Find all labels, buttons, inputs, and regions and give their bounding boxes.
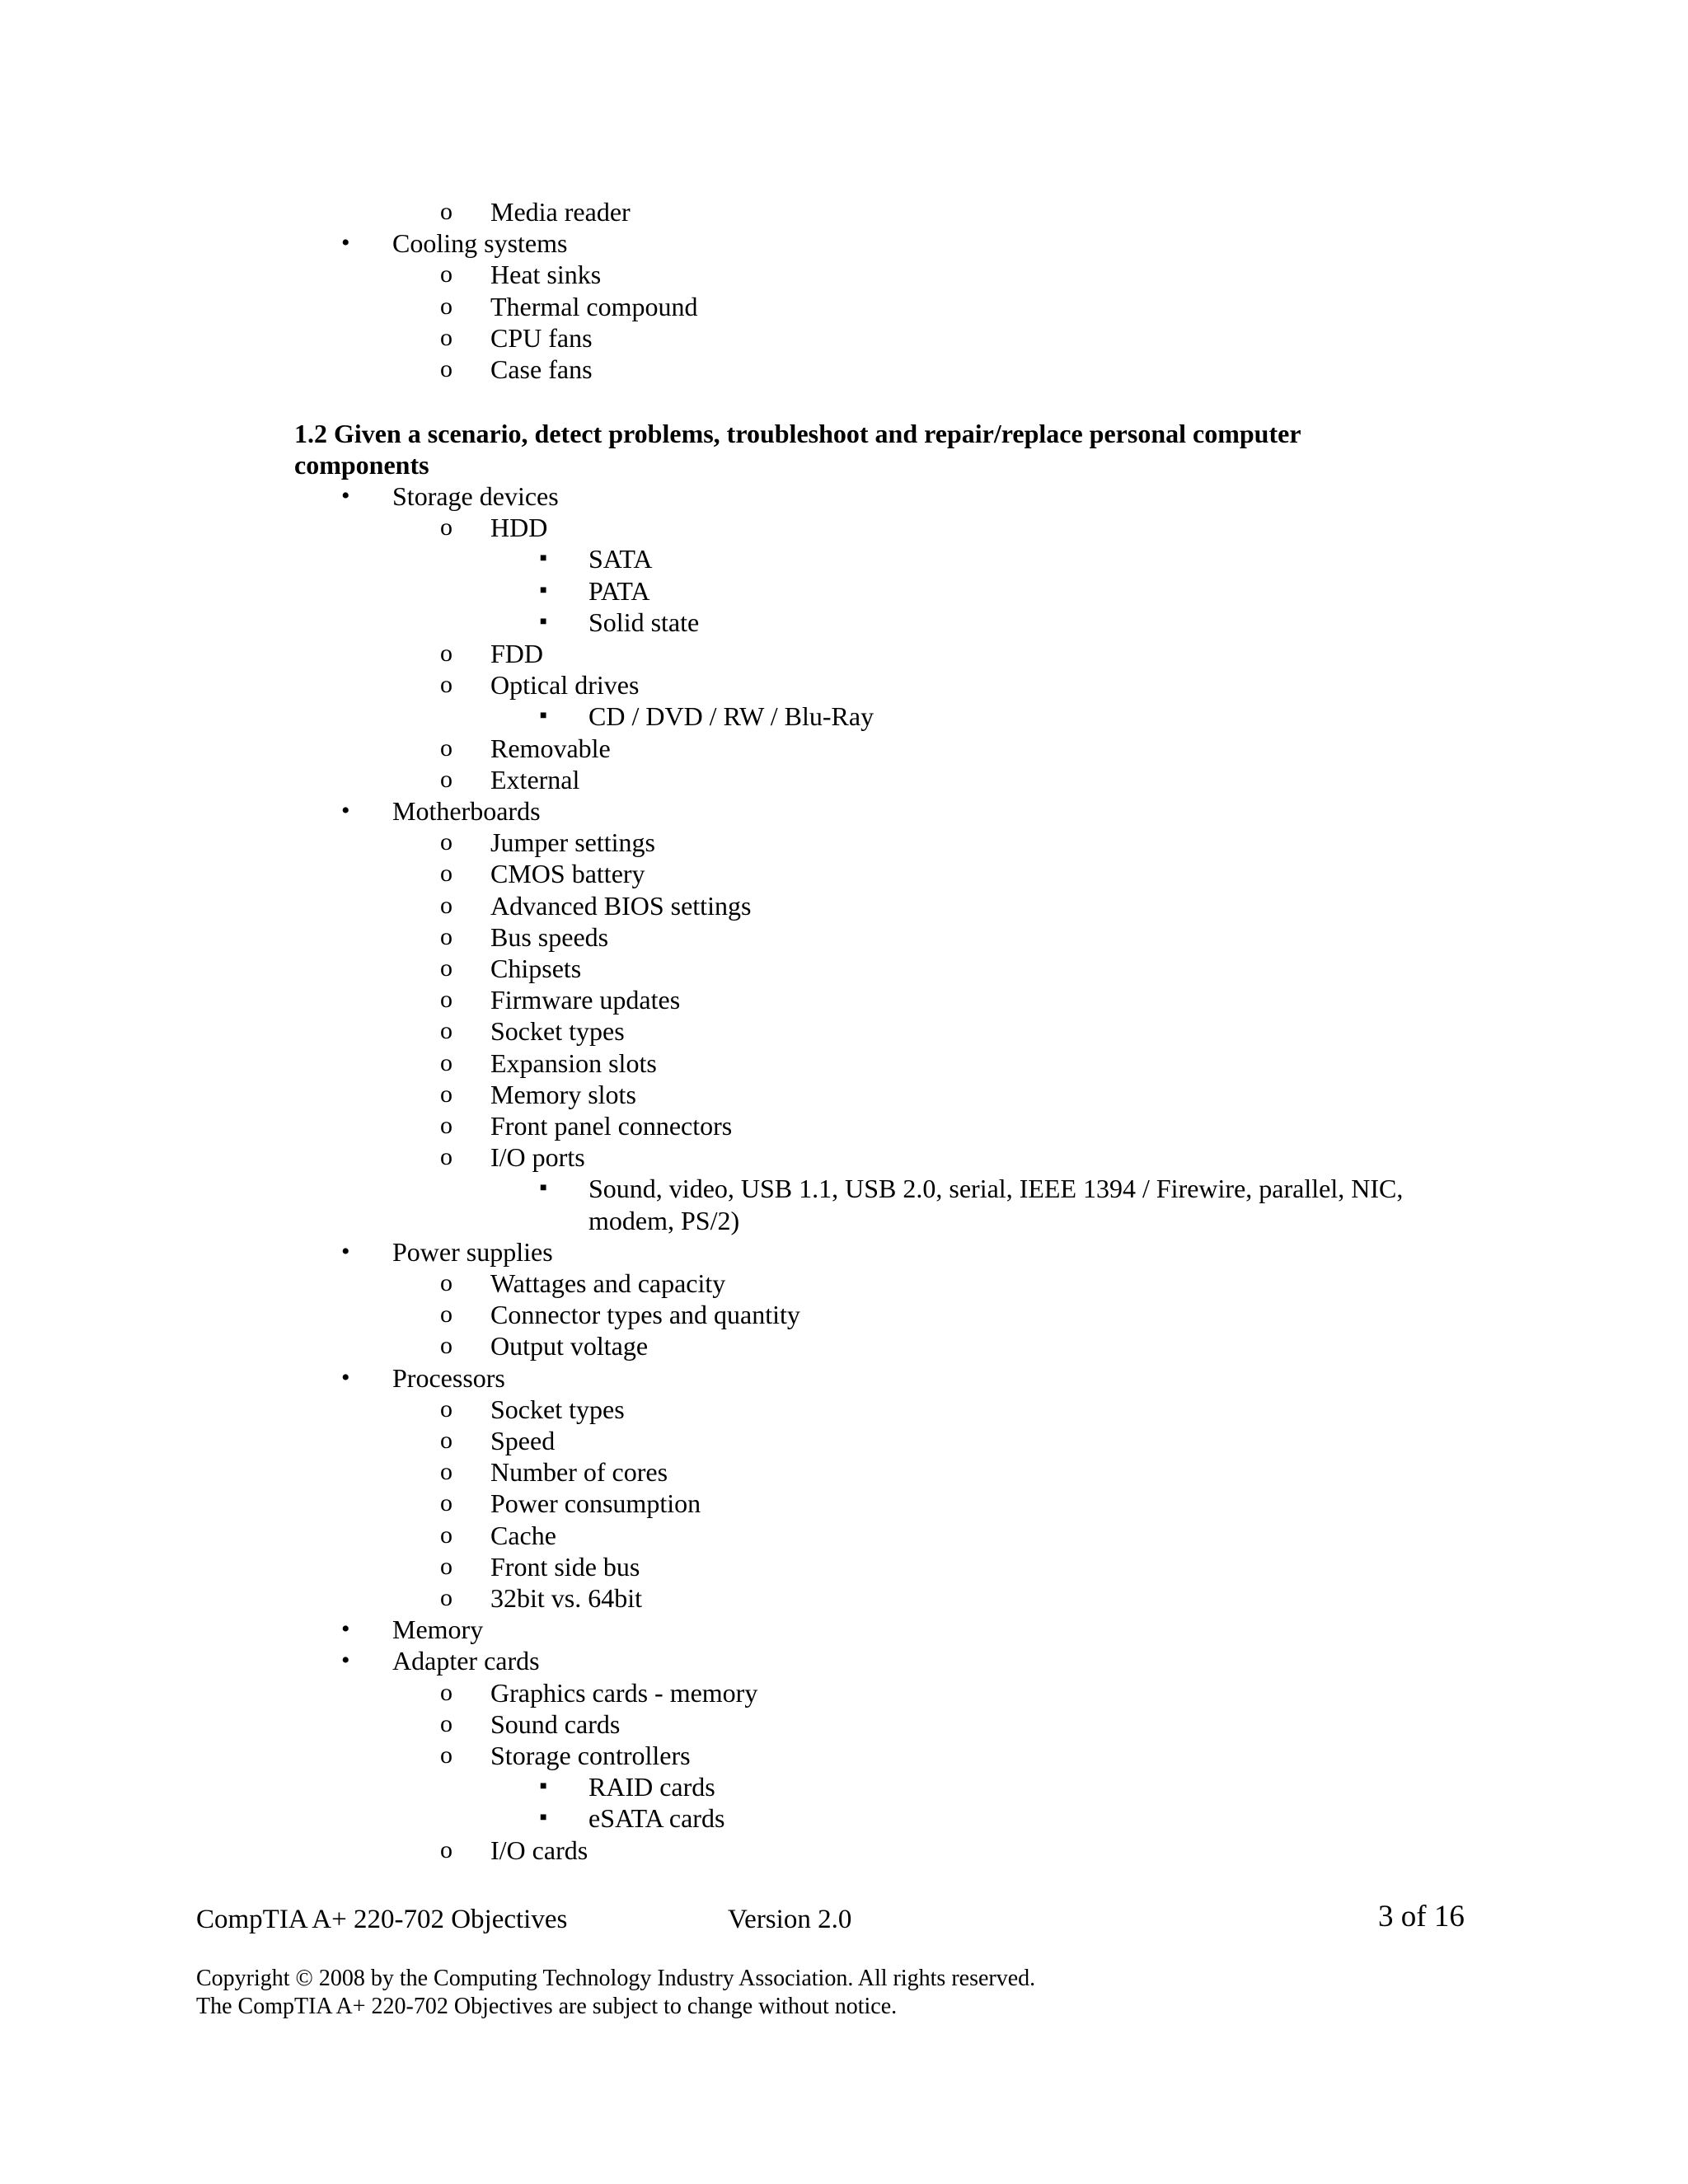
bullet-circle-icon: o <box>440 355 452 382</box>
bullet-circle-icon: o <box>440 1709 452 1737</box>
footer-page-number: 3 of 16 <box>1378 1900 1465 1933</box>
bullet-circle-icon: o <box>440 260 452 288</box>
bullet-circle-icon: o <box>440 198 452 225</box>
list-item: Power supplies <box>392 1236 553 1267</box>
list-item: Number of cores <box>490 1457 668 1488</box>
list-item: HDD <box>490 513 548 543</box>
list-item: External <box>490 764 580 794</box>
list-item: Cooling systems <box>392 228 568 259</box>
list-item: Removable <box>490 733 611 763</box>
list-item: Power consumption <box>490 1488 701 1519</box>
list-item: 32bit vs. 64bit <box>490 1583 643 1613</box>
bullet-circle-icon: o <box>440 671 452 699</box>
bullet-circle-icon: o <box>440 765 452 793</box>
list-item: Chipsets <box>490 954 582 983</box>
bullet-circle-icon: o <box>440 733 452 762</box>
bullet-circle-icon: o <box>440 828 452 856</box>
list-item: Advanced BIOS settings <box>490 890 752 921</box>
bullet-circle-icon: o <box>440 891 452 919</box>
bullet-square-icon: ■ <box>540 710 547 723</box>
bullet-square-icon: ■ <box>540 1780 547 1793</box>
list-item: Media reader <box>490 197 631 227</box>
bullet-circle-icon: o <box>440 1489 452 1517</box>
list-item: Memory <box>392 1615 484 1645</box>
bullet-circle-icon: o <box>440 1080 452 1108</box>
list-item: Wattages and capacity <box>490 1268 726 1298</box>
copyright-notice: Copyright © 2008 by the Computing Technology Industry Association. All rights reserved. <box>196 1966 1036 1991</box>
list-item: Sound cards <box>490 1708 621 1739</box>
bullet-disc-icon: • <box>341 1363 350 1391</box>
bullet-square-icon: ■ <box>540 583 547 597</box>
list-item: eSATA cards <box>588 1803 725 1834</box>
list-item: Optical drives <box>490 670 640 701</box>
bullet-circle-icon: o <box>440 323 452 351</box>
bullet-disc-icon: • <box>341 1647 350 1675</box>
list-item: Output voltage <box>490 1331 649 1361</box>
bullet-circle-icon: o <box>440 1678 452 1706</box>
list-item: RAID cards <box>588 1772 715 1802</box>
bullet-square-icon: ■ <box>540 1811 547 1825</box>
list-item: FDD <box>490 639 544 668</box>
list-item: Memory slots <box>490 1079 636 1109</box>
list-item: I/O cards <box>490 1835 588 1865</box>
section-heading-continued: components <box>294 450 429 480</box>
list-item: Motherboards <box>392 796 541 826</box>
list-item: Connector types and quantity <box>490 1300 800 1330</box>
list-item: Front panel connectors <box>490 1111 733 1141</box>
list-item: Bus speeds <box>490 921 609 952</box>
list-item: CPU fans <box>490 322 593 353</box>
bullet-square-icon: ■ <box>540 615 547 628</box>
list-item: Socket types <box>490 1394 625 1424</box>
list-item: Sound, video, USB 1.1, USB 2.0, serial, IEEE 1394 / Firewire, parallel, NIC, <box>588 1174 1404 1204</box>
bullet-square-icon: ■ <box>540 1182 547 1195</box>
bullet-circle-icon: o <box>440 1552 452 1580</box>
footer-title: CompTIA A+ 220-702 Objectives <box>196 1905 568 1934</box>
bullet-circle-icon: o <box>440 292 452 320</box>
list-item: Firmware updates <box>490 985 681 1015</box>
bullet-circle-icon: o <box>440 986 452 1014</box>
list-item: PATA <box>588 575 650 606</box>
section-heading: 1.2 Given a scenario, detect problems, troubleshoot and repair/replace personal computer <box>294 419 1301 448</box>
change-notice: The CompTIA A+ 220-702 Objectives are subject to change without notice. <box>196 1994 898 2019</box>
bullet-disc-icon: • <box>341 482 350 509</box>
bullet-circle-icon: o <box>440 1112 452 1139</box>
list-item: Cache <box>490 1520 556 1550</box>
list-item: Speed <box>490 1426 556 1455</box>
bullet-circle-icon: o <box>440 954 452 982</box>
list-item: Heat sinks <box>490 260 602 290</box>
list-item: Processors <box>392 1362 505 1393</box>
bullet-disc-icon: • <box>341 797 350 824</box>
bullet-circle-icon: o <box>440 1017 452 1045</box>
bullet-circle-icon: o <box>440 1521 452 1549</box>
footer-version: Version 2.0 <box>728 1905 852 1934</box>
list-item: Solid state <box>588 607 700 637</box>
bullet-circle-icon: o <box>440 640 452 667</box>
bullet-disc-icon: • <box>341 229 350 257</box>
bullet-circle-icon: o <box>440 513 452 541</box>
bullet-circle-icon: o <box>440 1048 452 1076</box>
bullet-circle-icon: o <box>440 1835 452 1863</box>
list-item: I/O ports <box>490 1142 585 1173</box>
list-item: modem, PS/2) <box>588 1205 740 1235</box>
list-item: Expansion slots <box>490 1047 657 1078</box>
list-item: Storage devices <box>392 481 559 511</box>
bullet-circle-icon: o <box>440 860 452 888</box>
bullet-circle-icon: o <box>440 1143 452 1171</box>
list-item: Jumper settings <box>490 827 655 858</box>
list-item: CMOS battery <box>490 859 645 889</box>
bullet-disc-icon: • <box>341 1237 350 1265</box>
bullet-circle-icon: o <box>440 1458 452 1486</box>
list-item: Graphics cards - memory <box>490 1677 758 1708</box>
bullet-circle-icon: o <box>440 1394 452 1422</box>
list-item: SATA <box>588 544 653 574</box>
list-item: Socket types <box>490 1016 625 1047</box>
list-item: CD / DVD / RW / Blu-Ray <box>588 701 874 732</box>
bullet-circle-icon: o <box>440 1269 452 1296</box>
list-item: Case fans <box>490 354 593 384</box>
bullet-disc-icon: • <box>341 1615 350 1643</box>
bullet-circle-icon: o <box>440 922 452 950</box>
list-item: Adapter cards <box>392 1646 540 1676</box>
bullet-circle-icon: o <box>440 1741 452 1769</box>
bullet-circle-icon: o <box>440 1427 452 1454</box>
list-item: Storage controllers <box>490 1741 691 1770</box>
list-item: Thermal compound <box>490 291 698 321</box>
list-item: Front side bus <box>490 1551 640 1582</box>
bullet-square-icon: ■ <box>540 552 547 565</box>
bullet-circle-icon: o <box>440 1301 452 1329</box>
bullet-circle-icon: o <box>440 1332 452 1360</box>
bullet-circle-icon: o <box>440 1584 452 1611</box>
